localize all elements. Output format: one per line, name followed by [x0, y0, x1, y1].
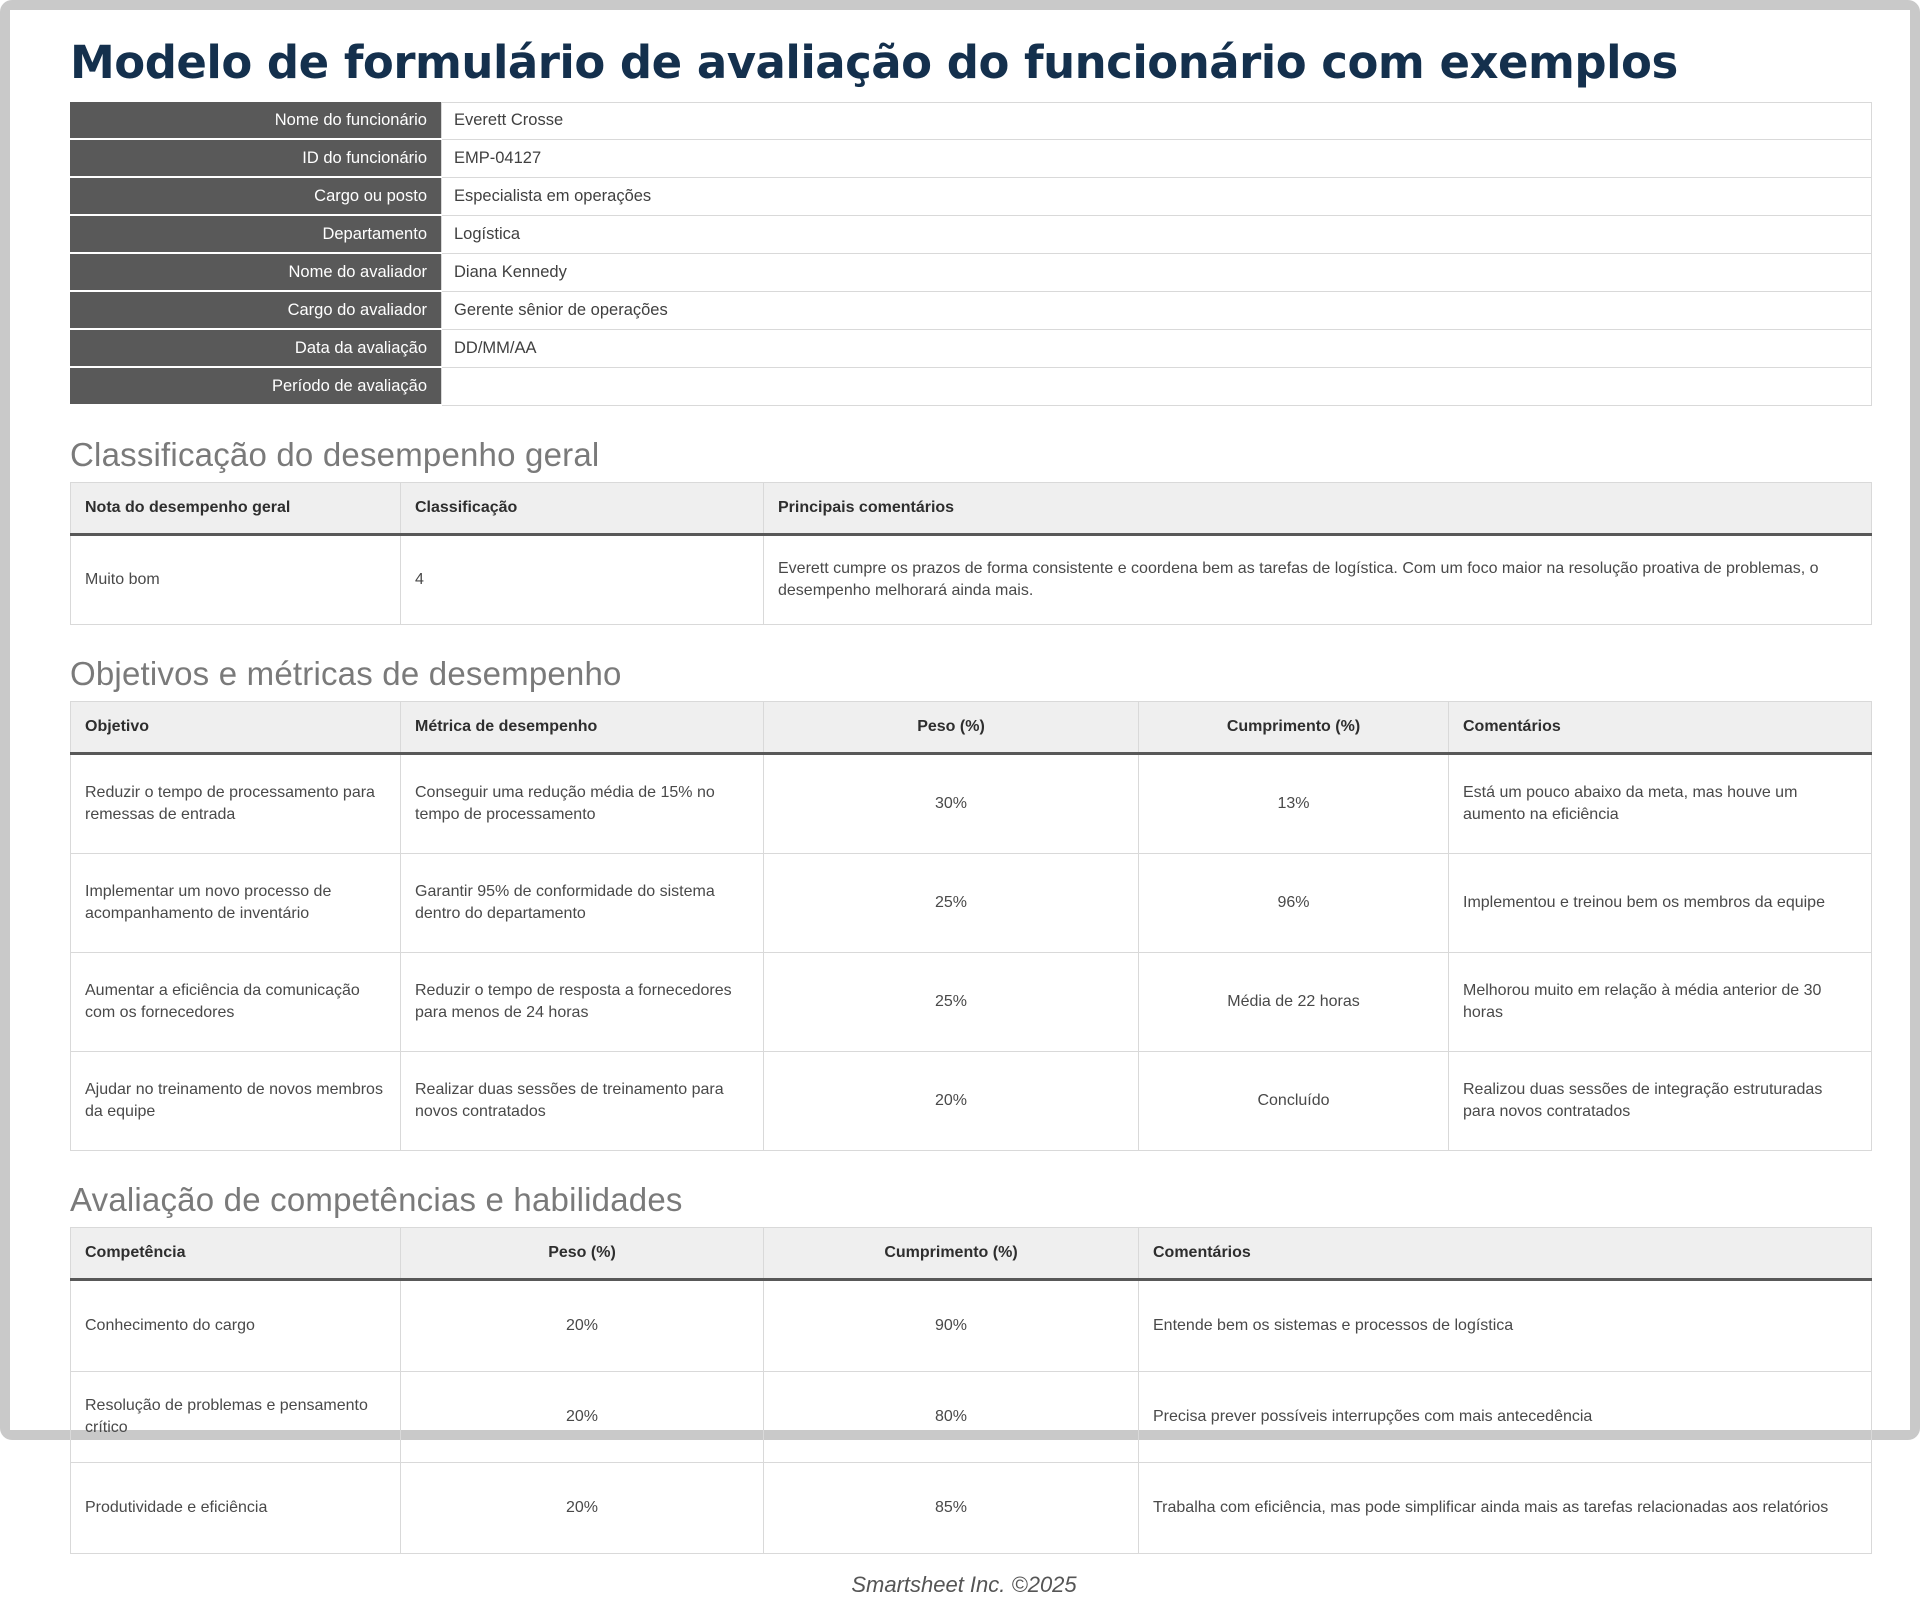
table-row [71, 854, 1872, 953]
section-heading-objectives: Objetivos e métricas de desempenho [70, 655, 622, 692]
cell-comments[interactable]: Entende bem os sistemas e processos de logística [1139, 1280, 1872, 1372]
objectives-table [70, 701, 1872, 1151]
cell-comments[interactable]: Realizou duas sessões de integração estruturadas para novos contratados [1449, 1052, 1872, 1151]
info-label-reviewer-name: Nome do avaliador [70, 253, 442, 291]
table-row [71, 1280, 1872, 1372]
table-row [70, 329, 1872, 367]
page-footer: Smartsheet Inc. ©2025 [851, 1572, 1077, 1597]
cell-comments[interactable]: Está um pouco abaixo da meta, mas houve um aumento na eficiência [1449, 754, 1872, 854]
cell-achievement[interactable]: Concluído [1139, 1052, 1449, 1151]
info-label-review-date: Data da avaliação [70, 329, 442, 367]
table-row [70, 139, 1872, 177]
cell-competency[interactable]: Produtividade e eficiência [71, 1463, 401, 1554]
cell-comments[interactable]: Melhorou muito em relação à média anterior de 30 horas [1449, 953, 1872, 1052]
info-value-review-date[interactable]: DD/MM/AA [442, 329, 1872, 367]
cell-weight[interactable]: 20% [401, 1463, 764, 1554]
section-heading-competencies: Avaliação de competências e habilidades [70, 1181, 683, 1218]
col-header-comments: Comentários [1449, 702, 1872, 754]
cell-grade[interactable]: Muito bom [71, 535, 401, 625]
cell-metric[interactable]: Conseguir uma redução média de 15% no tempo de processamento [401, 754, 764, 854]
info-value-reviewer-name[interactable]: Diana Kennedy [442, 253, 1872, 291]
table-header-row [71, 483, 1872, 535]
table-row [71, 953, 1872, 1052]
cell-achievement[interactable]: Média de 22 horas [1139, 953, 1449, 1052]
col-header-competency: Competência [71, 1228, 401, 1280]
info-label-employee-id: ID do funcionário [70, 139, 442, 177]
cell-weight[interactable]: 20% [764, 1052, 1139, 1151]
cell-competency[interactable]: Conhecimento do cargo [71, 1280, 401, 1372]
col-header-objective: Objetivo [71, 702, 401, 754]
table-row [70, 215, 1872, 253]
table-row [70, 177, 1872, 215]
cell-weight[interactable]: 25% [764, 953, 1139, 1052]
col-header-grade: Nota do desempenho geral [71, 483, 401, 535]
info-label-department: Departamento [70, 215, 442, 253]
cell-achievement[interactable]: 90% [764, 1280, 1139, 1372]
competencies-table [70, 1227, 1872, 1554]
table-row [70, 291, 1872, 329]
table-row [70, 367, 1872, 405]
col-header-weight: Peso (%) [764, 702, 1139, 754]
cell-weight[interactable]: 30% [764, 754, 1139, 854]
info-value-review-period[interactable] [442, 367, 1872, 405]
employee-info-table [70, 102, 1872, 407]
table-row [71, 535, 1872, 625]
col-header-classification: Classificação [401, 483, 764, 535]
col-header-achievement: Cumprimento (%) [1139, 702, 1449, 754]
info-value-department[interactable]: Logística [442, 215, 1872, 253]
cell-objective[interactable]: Implementar um novo processo de acompanhamento de inventário [71, 854, 401, 953]
col-header-key-comments: Principais comentários [764, 483, 1872, 535]
info-value-employee-name[interactable]: Everett Crosse [442, 102, 1872, 139]
info-value-job-title[interactable]: Especialista em operações [442, 177, 1872, 215]
table-row [71, 1372, 1872, 1463]
document-body [10, 10, 1910, 1597]
info-label-review-period: Período de avaliação [70, 367, 442, 405]
section-heading-rating: Classificação do desempenho geral [70, 436, 600, 473]
table-header-row [71, 1228, 1872, 1280]
cell-metric[interactable]: Garantir 95% de conformidade do sistema dentro do departamento [401, 854, 764, 953]
col-header-weight: Peso (%) [401, 1228, 764, 1280]
cell-achievement[interactable]: 80% [764, 1372, 1139, 1463]
info-value-employee-id[interactable]: EMP-04127 [442, 139, 1872, 177]
cell-metric[interactable]: Realizar duas sessões de treinamento para novos contratados [401, 1052, 764, 1151]
cell-classification[interactable]: 4 [401, 535, 764, 625]
cell-weight[interactable]: 25% [764, 854, 1139, 953]
table-row [71, 1463, 1872, 1554]
cell-weight[interactable]: 20% [401, 1372, 764, 1463]
table-row [70, 253, 1872, 291]
info-label-employee-name: Nome do funcionário [70, 102, 442, 139]
cell-achievement[interactable]: 96% [1139, 854, 1449, 953]
cell-metric[interactable]: Reduzir o tempo de resposta a fornecedores para menos de 24 horas [401, 953, 764, 1052]
col-header-metric: Métrica de desempenho [401, 702, 764, 754]
cell-objective[interactable]: Reduzir o tempo de processamento para remessas de entrada [71, 754, 401, 854]
col-header-achievement: Cumprimento (%) [764, 1228, 1139, 1280]
table-row [71, 1052, 1872, 1151]
cell-competency[interactable]: Resolução de problemas e pensamento crítico [71, 1372, 401, 1463]
cell-weight[interactable]: 20% [401, 1280, 764, 1372]
info-label-job-title: Cargo ou posto [70, 177, 442, 215]
page-title: Modelo de formulário de avaliação do funcionário com exemplos [70, 36, 1678, 89]
col-header-comments: Comentários [1139, 1228, 1872, 1280]
cell-key-comments[interactable]: Everett cumpre os prazos de forma consistente e coordena bem as tarefas de logística. Com um foco maior na resolução proativa de problemas, o desempenho melhorará ainda mais. [764, 535, 1872, 625]
overall-rating-table [70, 482, 1872, 625]
cell-comments[interactable]: Precisa prever possíveis interrupções com mais antecedência [1139, 1372, 1872, 1463]
table-row [70, 102, 1872, 139]
table-header-row [71, 702, 1872, 754]
cell-objective[interactable]: Aumentar a eficiência da comunicação com os fornecedores [71, 953, 401, 1052]
cell-comments[interactable]: Trabalha com eficiência, mas pode simplificar ainda mais as tarefas relacionadas aos relatórios [1139, 1463, 1872, 1554]
info-label-reviewer-title: Cargo do avaliador [70, 291, 442, 329]
cell-achievement[interactable]: 85% [764, 1463, 1139, 1554]
cell-objective[interactable]: Ajudar no treinamento de novos membros da equipe [71, 1052, 401, 1151]
cell-achievement[interactable]: 13% [1139, 754, 1449, 854]
cell-comments[interactable]: Implementou e treinou bem os membros da equipe [1449, 854, 1872, 953]
table-row [71, 754, 1872, 854]
info-value-reviewer-title[interactable]: Gerente sênior de operações [442, 291, 1872, 329]
